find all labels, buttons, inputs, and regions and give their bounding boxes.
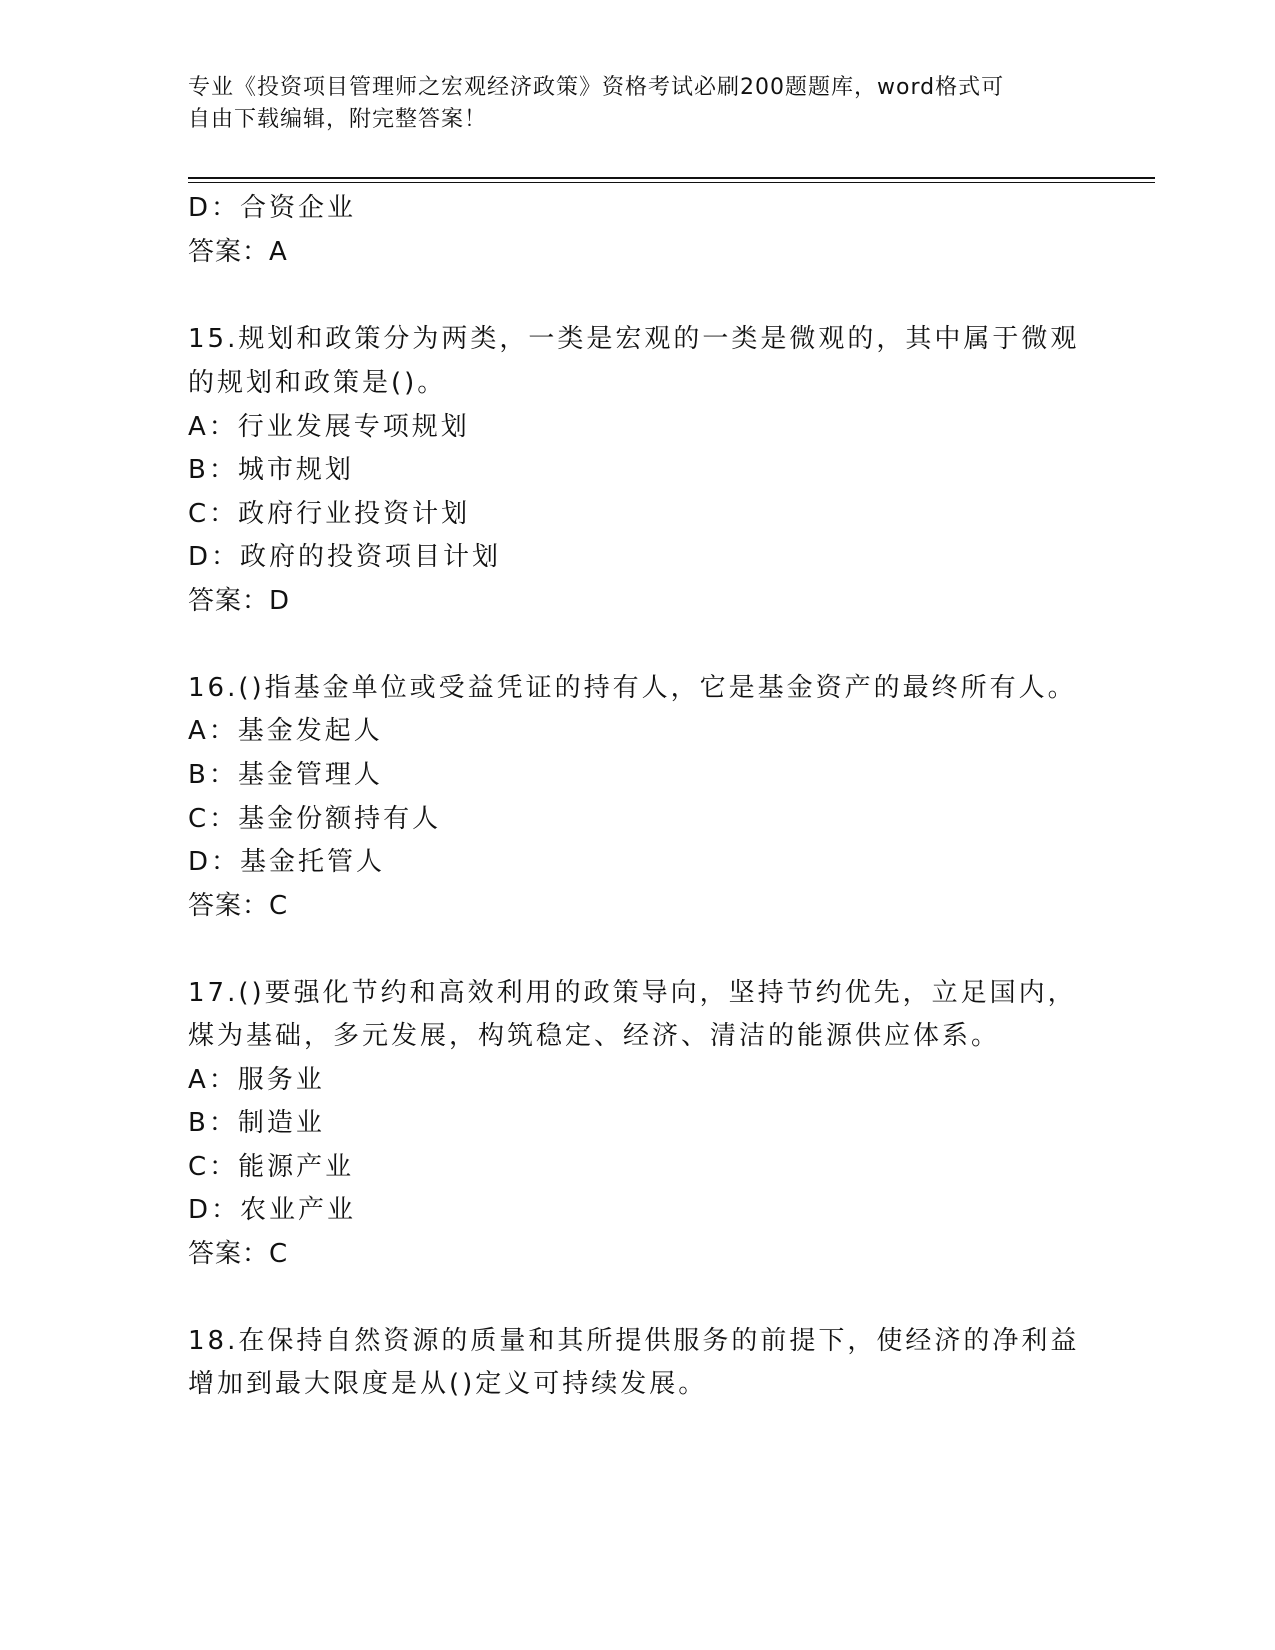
q16-option-b: B：基金管理人 [188,760,383,790]
q17-stem-line-2: 煤为基础，多元发展，构筑稳定、经济、清洁的能源供应体系。 [188,1021,1001,1051]
header-divider-thin [188,182,1155,183]
q17-stem-line-1: 17.()要强化节约和高效利用的政策导向，坚持节约优先，立足国内， [188,978,1077,1008]
q15-option-c: C：政府行业投资计划 [188,499,471,529]
q16-option-a: A：基金发起人 [188,716,383,746]
q18-stem-line-1: 18.在保持自然资源的质量和其所提供服务的前提下，使经济的净利益 [188,1326,1080,1356]
q15-answer: 答案：D [188,586,291,616]
q16-answer: 答案：C [188,891,289,921]
q16-stem-line-1: 16.()指基金单位或受益凭证的持有人，它是基金资产的最终所有人。 [188,673,1077,703]
q14-answer: 答案：A [188,237,288,267]
document-header [188,72,1088,136]
q15-stem-line-2: 的规划和政策是()。 [188,368,447,398]
q15-option-b: B：城市规划 [188,455,354,485]
q14-option-d: D：合资企业 [188,193,357,223]
q15-option-a: A：行业发展专项规划 [188,412,470,442]
q17-option-b: B：制造业 [188,1108,325,1138]
header-line-1: 专业《投资项目管理师之宏观经济政策》资格考试必刷200题题库，word格式可 [188,75,1005,100]
q17-option-c: C：能源产业 [188,1152,355,1182]
q18-stem-line-2: 增加到最大限度是从()定义可持续发展。 [188,1369,708,1399]
q17-option-a: A：服务业 [188,1065,325,1095]
q17-option-d: D：农业产业 [188,1195,357,1225]
header-line-2: 自由下载编辑，附完整答案！ [188,107,488,132]
q15-stem-line-1: 15.规划和政策分为两类，一类是宏观的一类是微观的，其中属于微观 [188,324,1080,354]
q15-option-d: D：政府的投资项目计划 [188,542,502,572]
q17-answer: 答案：C [188,1239,289,1269]
q16-option-c: C：基金份额持有人 [188,804,442,834]
header-divider-thick [188,177,1155,179]
q16-option-d: D：基金托管人 [188,847,386,877]
